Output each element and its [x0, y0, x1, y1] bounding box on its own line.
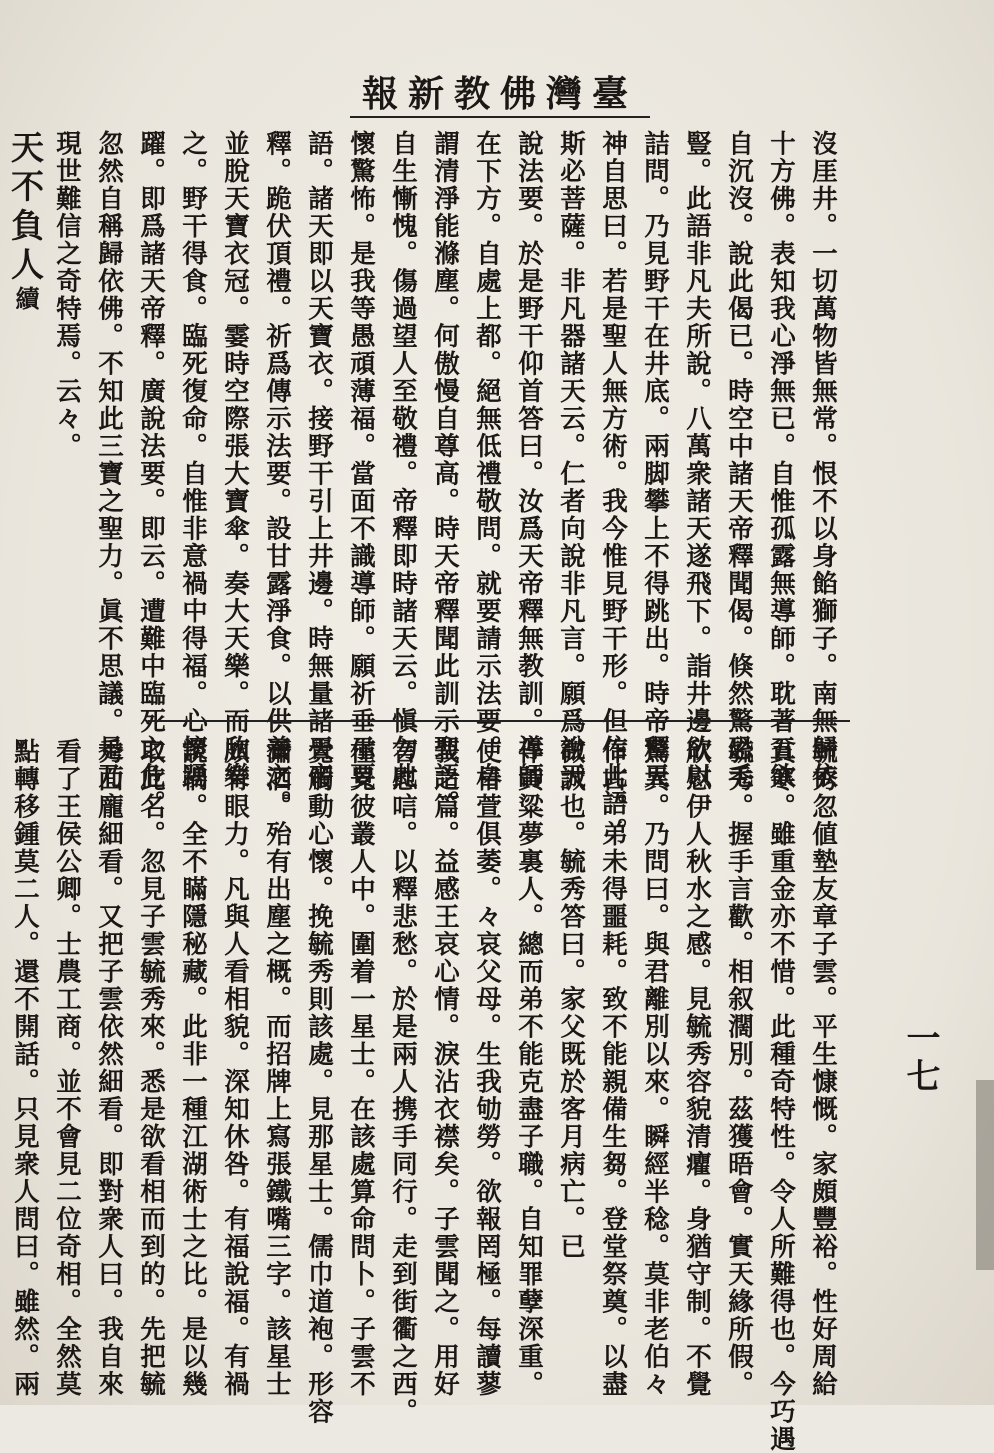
text-column: 釋。跪伏頂禮。祈爲傳示法要。設甘露淨食。以供養之。 — [262, 130, 292, 818]
text-column: 頗有眼力。凡與人看相貌。深知休咎。有福說福。有禍 — [220, 738, 250, 1398]
text-column: 之。野干得食。臨死復命。自惟非意禍中得福。心懷踴 — [178, 130, 208, 790]
lower-text-block — [4, 738, 844, 1453]
binding-edge-stain — [976, 1080, 994, 1270]
text-column: 豎。此語非凡夫所說。八萬衆諸天遂飛下。詣井邊欲以 — [682, 130, 712, 790]
text-column: 瀟洒。殆有出塵之概。而招牌上寫張鐵嘴三字。該星士 — [262, 738, 292, 1398]
text-column: 覺觸動心懷。挽毓秀則該處。見那星士。儒巾道袍。形容 — [304, 738, 334, 1426]
text-column: 十方佛。表知我心淨無已。自惟孤露無導師。耽著五欲 — [766, 130, 796, 790]
text-column: 斯必菩薩。非凡器諸天云。仁者向說非凡言。願爲說天 — [556, 130, 586, 790]
text-column: 莪之篇。益感王哀心情。淚沾衣襟矣。子雲聞之。用好 — [430, 738, 460, 1398]
text-column: 毓秀。握手言歡。相叙濶別。茲獲晤會。實天緣所假。 — [724, 738, 754, 1398]
text-column: 懷驚怖。是我等愚頑薄福。當面不識導師。願祈垂示要 — [346, 130, 376, 790]
section-divider — [148, 720, 850, 722]
serial-title-text: 天不負人 — [6, 130, 45, 286]
serial-continued-mark: 續 — [11, 286, 40, 316]
text-column: 作古。弟未得噩耗。致不能親備生芻。登堂祭奠。以盡 — [598, 738, 628, 1398]
text-column: 驚異。乃問曰。與君離別以來。瞬經半稔。莫非老伯々 — [640, 738, 670, 1398]
masthead: 臺灣佛教新報 — [350, 72, 650, 118]
text-column: 貧寒。雖重金亦不惜。此種奇特性。令人所難得也。今巧遇 — [766, 738, 796, 1453]
text-column: 躍。即爲諸天帝釋。廣說法要。即云。遭難中臨死之危。 — [136, 130, 166, 818]
text-column: 自生慚愧。傷過望人至敬禮。帝釋即時諸天云。愼勿此 — [388, 130, 418, 790]
text-column: 詰問。乃見野干在井底。兩脚攀上不得跳出。時帝釋天 — [640, 130, 670, 790]
text-column: 欣慰伊人秋水之感。見毓秀容貌清癯。身猶守制。不覺 — [682, 738, 712, 1398]
text-column: 毓秀忽値墊友章子雲。平生慷慨。家頗豐裕。性好周給 — [808, 738, 838, 1398]
text-column: 說禍。全不瞞隱秘藏。此非一種江湖術士之比。是以幾 — [178, 738, 208, 1398]
text-column: 現世難信之奇特焉。云々。 — [52, 130, 82, 460]
text-column: 言慰唁。以釋悲愁。於是兩人携手同行。走到街衢之西。 — [388, 738, 418, 1426]
text-column: 作黃粱夢裏人。總而弟不能克盡子職。自知罪孽深重。 — [514, 738, 544, 1398]
text-column: 忽然自稱歸依佛。不知此三寶之聖力。眞不思議。是乃 — [94, 130, 124, 790]
text-column: 秀面龐細看。又把子雲依然細看。即對衆人曰。我自來 — [94, 738, 124, 1398]
text-column: 使椿萱俱萎。々哀父母。生我劬勞。欲報罔極。每讀蓼 — [472, 738, 502, 1398]
text-column: 並脫天寶衣冠。霎時空際張大寶傘。奏大天樂。而欣樂 — [220, 130, 250, 790]
text-column: 點轉移鍾莫二人。還不開話。只見衆人問曰。雖然。兩 — [10, 738, 40, 1398]
text-column: 微誠也。毓秀答曰。家父既於客月病亡。已 — [556, 738, 586, 1261]
text-column: 自沉沒。說此偈已。時空中諸天帝釋聞偈。倏然驚恐毛 — [724, 130, 754, 790]
text-column: 沒厓井。一切萬物皆無常。恨不以身餡獅子。南無歸依 — [808, 130, 838, 790]
text-column: 說法要。於是野干仰首答曰。汝爲天帝釋無教訓。導師 — [514, 130, 544, 790]
page-number: 一七 — [900, 1020, 940, 1096]
text-column: 謂清淨能滌塵。何傲慢自尊高。時天帝釋聞此訓示聖語。 — [430, 130, 460, 818]
serial-title — [0, 130, 46, 720]
text-column: 看了王侯公卿。士農工商。並不會見二位奇相。全然莫 — [52, 738, 82, 1398]
text-column: 僅見彼叢人中。圍着一星士。在該處算命問卜。子雲不 — [346, 738, 376, 1398]
text-column: 在下方。自處上都。絕無低禮敬問。就要請示法要。自 — [472, 130, 502, 790]
text-column: 取此名。忽見子雲毓秀來。悉是欲看相而到的。先把毓 — [136, 738, 166, 1398]
text-column: 神自思曰。若是聖人無方術。我今惟見野干形。但信此語。 — [598, 130, 628, 845]
text-column: 語。諸天即以天寶衣。接野干引上井邊。時無量諸天帝 — [304, 130, 334, 790]
